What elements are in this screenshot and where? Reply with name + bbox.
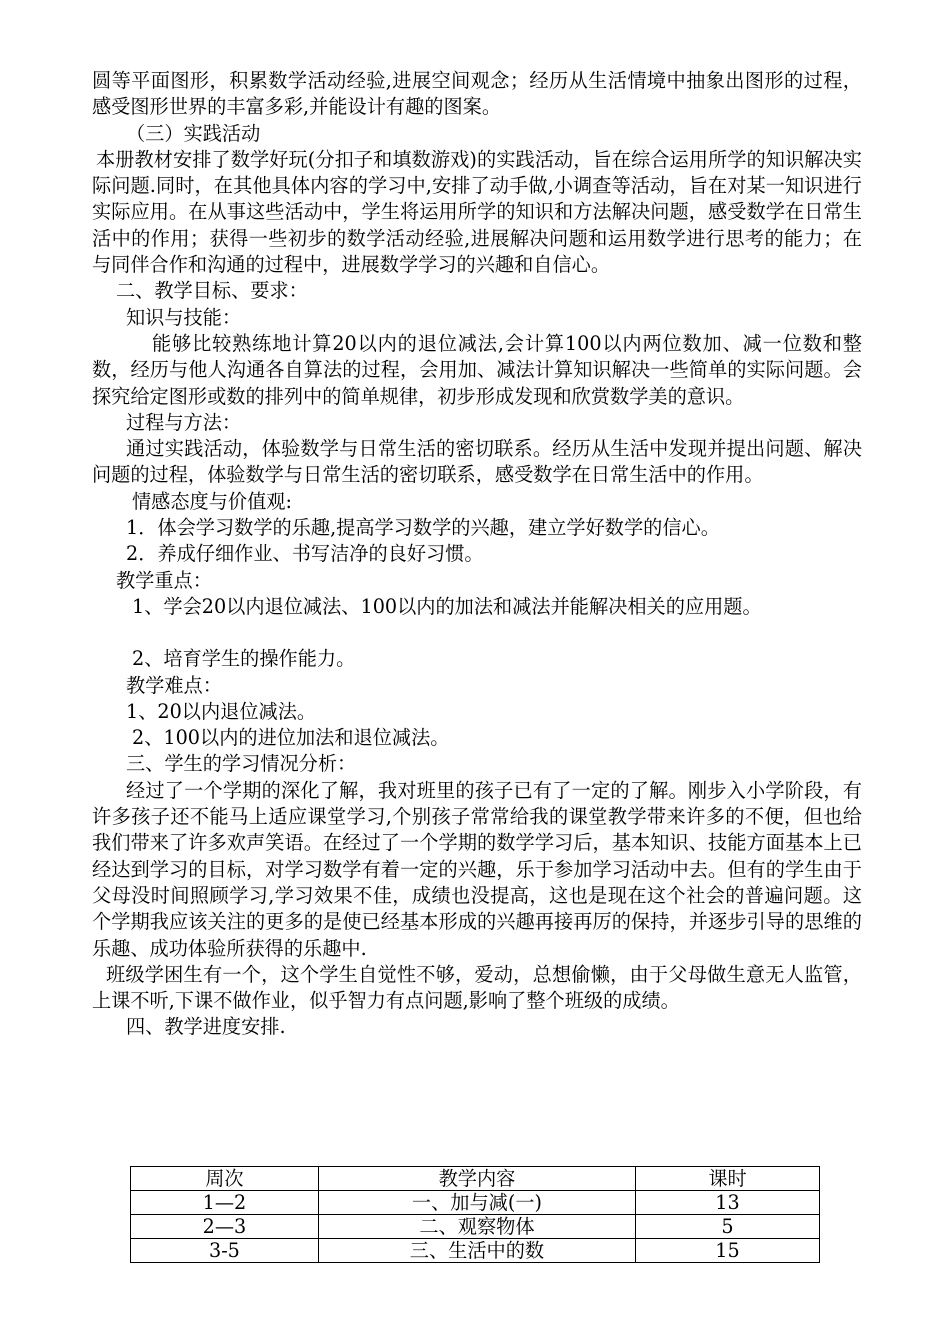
table-row <box>131 1239 820 1263</box>
heading-knowledge-skills: 知识与技能： <box>126 305 242 329</box>
column-header-hours: 课时 <box>636 1167 820 1191</box>
table-cell-hours: 15 <box>636 1239 820 1263</box>
heading-practice-activities: （三）实践活动 <box>126 121 261 145</box>
column-header-week: 周次 <box>131 1167 319 1191</box>
table-cell-hours: 5 <box>636 1215 820 1239</box>
table-header-row <box>131 1167 820 1191</box>
heading-teaching-focus: 教学重点： <box>116 568 212 592</box>
table-cell-week: 1—2 <box>131 1191 319 1215</box>
heading-teaching-goals: 二、教学目标、要求： <box>116 279 308 303</box>
paragraph-practice-activities: 本册教材安排了数学好玩(分扣子和填数游戏)的实践活动，旨在综合运用所学的知识解决实际问题.同时，在其他具体内容的学习中,安排了动手做,小调查等活动，旨在对某一知识进行实际应用。在从事这些活动中，学生将运用所学的知识和方法解决问题，感受数学在日常生活中的作用；获得一些初步的数学活动经验,进展解决问题和运用数学进行思考的能力；在与同伴合作和沟通的过程中，进展数学学习的兴趣和自信心。 <box>92 147 862 277</box>
document-body <box>92 68 862 1041</box>
table-cell-week: 2—3 <box>131 1215 319 1239</box>
table-cell-content: 一、加与减(一) <box>318 1191 635 1215</box>
list-item-emotion-2: 2．养成仔细作业、书写洁净的良好习惯。 <box>126 542 484 566</box>
table-row <box>131 1191 820 1215</box>
list-item-difficulty-2: 2、100以内的进位加法和退位减法。 <box>132 726 450 750</box>
heading-emotional-attitude: 情感态度与价值观: <box>132 489 292 513</box>
paragraph-student-analysis: 经过了一个学期的深化了解，我对班里的孩子已有了一定的了解。刚步入小学阶段，有许多孩子还不能马上适应课堂学习,个别孩子常常给我的课堂教学带来许多的不便，但也给我们带来了许多欢声笑语。在经过了一个学期的数学学习后，基本知识、技能方面基本上已经达到学习的目标，对学习数学有着一定的兴趣，乐于参加学习活动中去。但有的学生由于父母没时间照顾学习,学习效果不佳，成绩也没提高，这也是现在这个社会的普遍问题。这个学期我应该关注的更多的是使已经基本形成的兴趣再接再厉的保持，并逐步引导的思维的乐趣、成功体验所获得的乐趣中. <box>92 778 862 960</box>
heading-teaching-schedule: 四、教学进度安排. <box>126 1015 286 1039</box>
table-row <box>131 1215 820 1239</box>
table-cell-hours: 13 <box>636 1191 820 1215</box>
schedule-table-wrapper <box>130 1166 820 1263</box>
heading-process-methods: 过程与方法： <box>126 410 242 434</box>
list-item-emotion-1: 1．体会学习数学的乐趣,提高学习数学的兴趣，建立学好数学的信心。 <box>126 516 720 540</box>
paragraph-knowledge-skills: 能够比较熟练地计算20以内的退位减法,会计算100以内两位数加、减一位数和整数，经历与他人沟通各自算法的过程，会用加、减法计算知识解决一些简单的实际问题。会探究给定图形或数的排列中的简单规律，初步形成发现和欣赏数学美的意识。 <box>92 331 862 408</box>
paragraph-process-methods: 通过实践活动，体验数学与日常生活的密切联系。经历从生活中发现并提出问题、解决问题的过程，体验数学与日常生活的密切联系，感受数学在日常生活中的作用。 <box>92 437 862 487</box>
heading-student-analysis: 三、学生的学习情况分析： <box>126 752 357 776</box>
paragraph-geometry-goals: 圆等平面图形，积累数学活动经验,进展空间观念；经历从生活情境中抽象出图形的过程，感受图形世界的丰富多彩,并能设计有趣的图案。 <box>92 69 862 119</box>
paragraph-struggling-student: 班级学困生有一个，这个学生自觉性不够，爱动，总想偷懒，由于父母做生意无人监管，上课不听,下课不做作业，似乎智力有点问题,影响了整个班级的成绩。 <box>92 962 862 1013</box>
table-cell-content: 三、生活中的数 <box>318 1239 635 1263</box>
heading-teaching-difficulty: 教学难点： <box>126 673 222 697</box>
list-item-focus-2: 2、培育学生的操作能力。 <box>132 647 356 671</box>
column-header-content: 教学内容 <box>318 1167 635 1191</box>
table-cell-week: 3-5 <box>131 1239 319 1263</box>
list-item-focus-1: 1、学会20以内退位减法、100以内的加法和减法并能解决相关的应用题。 <box>132 594 762 618</box>
list-item-difficulty-1: 1、20以内退位减法。 <box>126 699 317 723</box>
schedule-table <box>130 1166 820 1263</box>
table-cell-content: 二、观察物体 <box>318 1215 635 1239</box>
blank-line <box>92 620 862 646</box>
